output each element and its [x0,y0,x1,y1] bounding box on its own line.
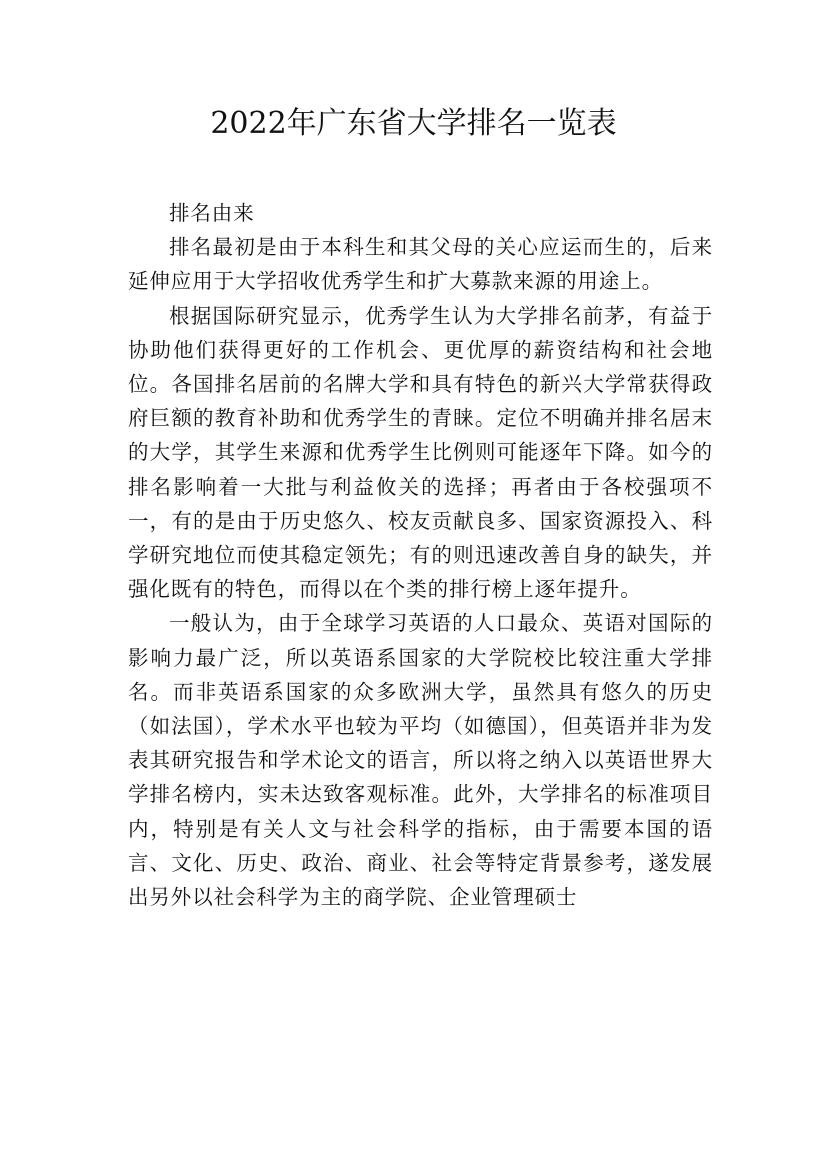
paragraph-origin: 排名最初是由于本科生和其父母的关心应运而生的，后来延伸应用于大学招收优秀学生和扩大募款来源的用途上。 [128,235,713,294]
document-body [128,196,713,914]
document-title: 2022年广东省大学排名一览表 [210,106,617,141]
paragraph-english: 一般认为，由于全球学习英语的人口最众、英语对国际的影响力最广泛，所以英语系国家的大学院校比较注重大学排名。而非英语系国家的众多欧洲大学，虽然具有悠久的历史（如法国），学术水平也较为平均（如德国），但英语并非为发表其研究报告和学术论文的语言，所以将之纳入以英语世界大学排名榜内，实未达致客观标准。此外，大学排名的标准项目内，特别是有关人文与社会科学的指标，由于需要本国的语言、文化、历史、政治、商业、社会等特定背景参考，遂发展出另外以社会科学为主的商学院、企业管理硕士 [128,611,713,910]
paragraph-research: 根据国际研究显示，优秀学生认为大学排名前茅，有益于协助他们获得更好的工作机会、更优厚的薪资结构和社会地位。各国排名居前的名牌大学和具有特色的新兴大学常获得政府巨额的教育补助和优秀学生的青睐。定位不明确并排名居末的大学，其学生来源和优秀学生比例则可能逐年下降。如今的排名影响着一大批与利益攸关的选择；再者由于各校强项不一，有的是由于历史悠久、校友贡献良多、国家资源投入、科学研究地位而使其稳定领先；有的则迅速改善自身的缺失，并强化既有的特色，而得以在个类的排行榜上逐年提升。 [128,303,713,602]
section-heading: 排名由来 [169,201,255,225]
